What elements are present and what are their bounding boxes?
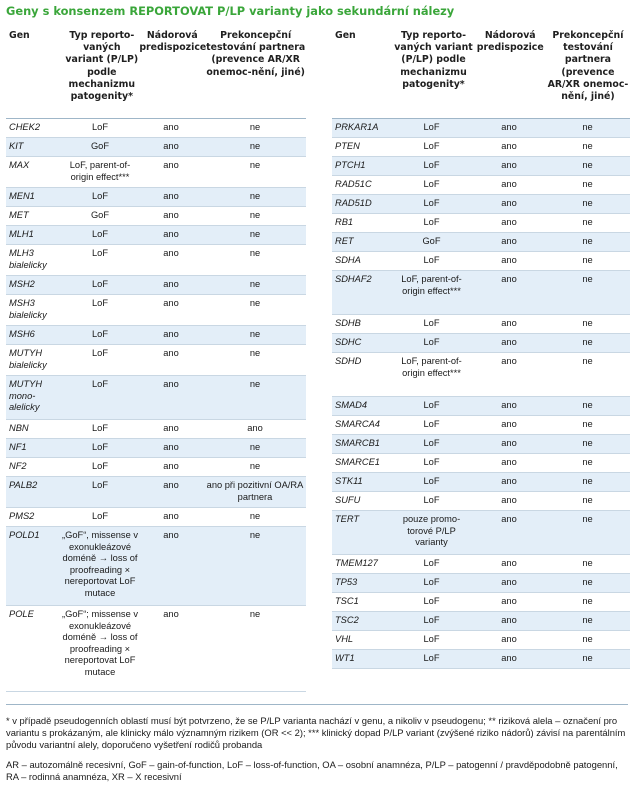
- tumor-cell: ano: [163, 511, 179, 521]
- header-variant-type: Typ reporto-vaných variant (P/LP) podle mechanizmu patogenity*: [394, 30, 473, 90]
- preconception-cell: ne: [582, 236, 593, 246]
- table-row: [332, 252, 630, 271]
- preconception-cell: ne: [249, 298, 261, 308]
- table-row: [6, 188, 306, 207]
- tumor-cell: ano: [501, 122, 517, 132]
- preconception-cell: ne: [582, 476, 593, 486]
- tumor-cell: ano: [163, 122, 179, 132]
- table-row: [6, 376, 306, 420]
- preconception-cell: ne: [249, 379, 261, 389]
- table-row: [6, 207, 306, 226]
- variant-type-cell: LoF: [91, 329, 109, 339]
- tumor-cell: ano: [163, 379, 179, 389]
- tumor-cell: ano: [501, 514, 517, 524]
- gene-cell: PRKAR1A: [335, 122, 379, 132]
- variant-type-cell: LoF: [423, 476, 440, 486]
- variant-type-cell: LoF: [423, 495, 440, 505]
- preconception-cell: ne: [582, 514, 593, 524]
- table-row: [6, 420, 306, 439]
- variant-type-cell: GoF: [422, 236, 441, 246]
- preconception-cell: ne: [582, 141, 593, 151]
- table-row: [332, 612, 630, 631]
- preconception-cell: ne: [249, 279, 261, 289]
- gene-cell: PTCH1: [335, 160, 366, 170]
- variant-type-cell: LoF: [91, 298, 109, 308]
- tumor-cell: ano: [163, 279, 179, 289]
- preconception-cell: ne: [249, 141, 261, 151]
- table-row: [6, 527, 306, 606]
- gene-cell: KIT: [9, 141, 24, 151]
- tumor-cell: ano: [501, 255, 517, 265]
- preconception-cell: ne: [249, 609, 261, 619]
- gene-cell: TSC1: [335, 596, 359, 606]
- gene-cell: RB1: [335, 217, 354, 227]
- tumor-cell: ano: [501, 495, 517, 505]
- table-row: [332, 315, 630, 334]
- variant-type-cell: LoF: [91, 229, 109, 239]
- preconception-cell: ne: [582, 457, 593, 467]
- gene-table-left: [6, 30, 306, 692]
- gene-cell: VHL: [335, 634, 354, 644]
- table-row: [332, 593, 630, 612]
- variant-type-cell: LoF: [423, 438, 440, 448]
- tumor-cell: ano: [501, 558, 517, 568]
- table-row: [332, 574, 630, 593]
- variant-type-cell: LoF: [91, 461, 109, 471]
- gene-cell: MUTYH mono-alelicky: [9, 379, 43, 413]
- preconception-cell: ne: [582, 577, 593, 587]
- table-row: [6, 276, 306, 295]
- gene-cell: SMARCB1: [335, 438, 380, 448]
- gene-cell: NF1: [9, 442, 27, 452]
- gene-cell: MSH3 bialelicky: [9, 298, 47, 320]
- table-row: [332, 397, 630, 416]
- gene-cell: TP53: [335, 577, 358, 587]
- gene-cell: TERT: [335, 514, 360, 524]
- variant-type-cell: LoF: [91, 442, 109, 452]
- preconception-cell: ne: [249, 530, 261, 540]
- table-row: [6, 345, 306, 376]
- tumor-cell: ano: [501, 457, 517, 467]
- preconception-cell: ne: [582, 122, 593, 132]
- tumor-cell: ano: [163, 461, 179, 471]
- preconception-cell: ne: [582, 634, 593, 644]
- gene-cell: MUTYH bialelicky: [9, 348, 47, 370]
- variant-type-cell: LoF: [423, 400, 440, 410]
- table-body: [332, 119, 630, 669]
- tumor-cell: ano: [501, 160, 517, 170]
- tumor-cell: ano: [501, 653, 517, 663]
- table-row: [6, 138, 306, 157]
- gene-cell: SDHAF2: [335, 274, 372, 284]
- preconception-cell: ne: [582, 179, 593, 189]
- table-row: [332, 353, 630, 397]
- table-row: [6, 477, 306, 508]
- preconception-cell: ne: [582, 198, 593, 208]
- gene-cell: MLH1: [9, 229, 34, 239]
- table-row: [332, 511, 630, 555]
- gene-cell: PALB2: [9, 480, 38, 490]
- preconception-cell: ne: [249, 348, 261, 358]
- gene-cell: SDHA: [335, 255, 361, 265]
- tumor-cell: ano: [501, 337, 517, 347]
- variant-type-cell: „GoF“, missense v exonukleázové doméně → loss of proofreading × nereportovat LoF mutace: [62, 530, 138, 598]
- tumor-cell: ano: [501, 400, 517, 410]
- variant-type-cell: LoF: [91, 191, 109, 201]
- tumor-cell: ano: [501, 179, 517, 189]
- table-row: [332, 473, 630, 492]
- gene-cell: SDHC: [335, 337, 362, 347]
- gene-cell: CHEK2: [9, 122, 41, 132]
- preconception-cell: ne: [582, 653, 593, 663]
- tumor-cell: ano: [163, 210, 179, 220]
- variant-type-cell: LoF: [423, 634, 440, 644]
- header-tumor-predisposition: Nádorová predispozice: [139, 30, 207, 54]
- table-row: [6, 119, 306, 138]
- header-tumor-predisposition: Nádorová predispozice: [476, 30, 544, 54]
- header-gene: Gen: [335, 30, 356, 41]
- variant-type-cell: LoF, parent-of-origin effect***: [69, 160, 131, 182]
- variant-type-cell: LoF: [91, 480, 109, 490]
- preconception-cell: ne: [582, 596, 593, 606]
- table-row: [6, 606, 306, 692]
- table-row: [6, 439, 306, 458]
- preconception-cell: ne: [249, 248, 261, 258]
- gene-cell: NBN: [9, 423, 29, 433]
- tumor-cell: ano: [501, 577, 517, 587]
- gene-cell: MET: [9, 210, 29, 220]
- variant-type-cell: „GoF“; missense v exonukleázové doméně → loss of proofreading × nereportovat LoF mutace: [62, 609, 138, 677]
- gene-cell: POLD1: [9, 530, 40, 540]
- tumor-cell: ano: [163, 609, 179, 619]
- variant-type-cell: LoF: [423, 615, 440, 625]
- table-body: [6, 119, 306, 692]
- preconception-cell: ne: [582, 419, 593, 429]
- preconception-cell: ne: [582, 217, 593, 227]
- table-row: [6, 157, 306, 188]
- table-row: [332, 631, 630, 650]
- table-row: [332, 138, 630, 157]
- table-row: [332, 650, 630, 669]
- preconception-cell: ne: [249, 191, 261, 201]
- preconception-cell: ne: [249, 511, 261, 521]
- table-header: [332, 30, 630, 119]
- table-row: [6, 458, 306, 477]
- table-row: [6, 226, 306, 245]
- tumor-cell: ano: [163, 348, 179, 358]
- tumor-cell: ano: [501, 217, 517, 227]
- tumor-cell: ano: [501, 615, 517, 625]
- preconception-cell: ne: [582, 160, 593, 170]
- gene-cell: PTEN: [335, 141, 360, 151]
- footnote: * v případě pseudogenních oblastí musí být potvrzeno, že se P/LP varianta nachází v genu, a nikoliv v pseudogenu; ** riziková alela – označení pro variantu s prokázaným, ale klinicky málo významným rizikem (OR << 2); *** klinický dopad P/LP variant (zvýšené riziko nádorů) závisí na parentálním původu variantní alely, doporučeno vyšetření rodičů probanda: [6, 715, 626, 750]
- tumor-cell: ano: [501, 318, 517, 328]
- abbreviations: AR – autozomálně recesivní, GoF – gain-of-function, LoF – loss-of-function, OA – osobní anamnéza, P/LP – patogenní / pravděpodobně patogenní, RA – rodinná anamnéza, XR – X recesivní: [6, 759, 618, 782]
- tumor-cell: ano: [501, 141, 517, 151]
- table-row: [332, 435, 630, 454]
- preconception-cell: ne: [249, 461, 261, 471]
- variant-type-cell: LoF: [423, 318, 440, 328]
- tumor-cell: ano: [163, 442, 179, 452]
- gene-cell: STK11: [335, 476, 363, 486]
- preconception-cell: ne: [249, 122, 261, 132]
- table-row: [332, 334, 630, 353]
- table-row: [332, 176, 630, 195]
- variant-type-cell: LoF: [91, 379, 109, 389]
- table-row: [6, 326, 306, 345]
- table-row: [332, 555, 630, 574]
- table-row: [332, 271, 630, 315]
- tumor-cell: ano: [501, 596, 517, 606]
- preconception-cell: ne: [249, 229, 261, 239]
- header-gene: Gen: [9, 30, 30, 41]
- tumor-cell: ano: [163, 229, 179, 239]
- gene-cell: RAD51C: [335, 179, 372, 189]
- gene-cell: SDHB: [335, 318, 361, 328]
- variant-type-cell: LoF: [91, 423, 109, 433]
- preconception-cell: ne: [582, 356, 593, 366]
- gene-table-right: [332, 30, 630, 669]
- preconception-cell: ne: [249, 329, 261, 339]
- table-header: [6, 30, 306, 119]
- tumor-cell: ano: [163, 191, 179, 201]
- tumor-cell: ano: [501, 476, 517, 486]
- table-row: [6, 245, 306, 276]
- gene-cell: SMAD4: [335, 400, 368, 410]
- preconception-cell: ano při pozitivní OA/RA partnera: [206, 480, 304, 502]
- table-row: [332, 492, 630, 511]
- gene-cell: MLH3 bialelicky: [9, 248, 47, 270]
- variant-type-cell: LoF: [91, 511, 109, 521]
- variant-type-cell: LoF: [423, 558, 440, 568]
- tumor-cell: ano: [501, 198, 517, 208]
- gene-cell: WT1: [335, 653, 355, 663]
- gene-cell: NF2: [9, 461, 27, 471]
- table-row: [6, 508, 306, 527]
- preconception-cell: ne: [249, 210, 261, 220]
- preconception-cell: ano: [247, 423, 263, 433]
- table-row: [332, 195, 630, 214]
- tumor-cell: ano: [501, 634, 517, 644]
- tumor-cell: ano: [163, 248, 179, 258]
- gene-cell: MSH2: [9, 279, 35, 289]
- header-preconception-testing: Prekoncepční testování partnera (prevence AR/XR onemoc-nění, jiné): [206, 30, 306, 78]
- variant-type-cell: LoF: [423, 577, 440, 587]
- variant-type-cell: LoF: [423, 337, 440, 347]
- tumor-cell: ano: [163, 480, 179, 490]
- table-row: [332, 454, 630, 473]
- preconception-cell: ne: [582, 615, 593, 625]
- preconception-cell: ne: [582, 495, 593, 505]
- gene-cell: TMEM127: [335, 558, 378, 568]
- tumor-cell: ano: [501, 236, 517, 246]
- gene-cell: TSC2: [335, 615, 359, 625]
- gene-cell: RAD51D: [335, 198, 372, 208]
- variant-type-cell: LoF: [423, 596, 440, 606]
- preconception-cell: ne: [582, 558, 593, 568]
- tumor-cell: ano: [163, 423, 179, 433]
- tumor-cell: ano: [501, 356, 517, 366]
- header-variant-type: Typ reporto-vaných variant (P/LP) podle mechanizmu patogenity*: [65, 30, 139, 103]
- gene-cell: SMARCA4: [335, 419, 380, 429]
- table-row: [6, 295, 306, 326]
- table-row: [332, 119, 630, 138]
- gene-cell: MAX: [9, 160, 30, 170]
- variant-type-cell: LoF: [423, 419, 440, 429]
- variant-type-cell: LoF: [423, 653, 440, 663]
- variant-type-cell: LoF, parent-of-origin effect***: [401, 356, 462, 378]
- variant-type-cell: LoF: [423, 160, 440, 170]
- table-row: [332, 416, 630, 435]
- variant-type-cell: LoF: [423, 198, 440, 208]
- preconception-cell: ne: [582, 400, 593, 410]
- tumor-cell: ano: [163, 160, 179, 170]
- tumor-cell: ano: [501, 438, 517, 448]
- variant-type-cell: LoF: [423, 457, 440, 467]
- preconception-cell: ne: [582, 274, 593, 284]
- preconception-cell: ne: [582, 438, 593, 448]
- table-row: [332, 214, 630, 233]
- variant-type-cell: LoF: [423, 217, 440, 227]
- tumor-cell: ano: [163, 329, 179, 339]
- gene-cell: MEN1: [9, 191, 35, 201]
- preconception-cell: ne: [582, 337, 593, 347]
- variant-type-cell: pouze promo-torové P/LP varianty: [402, 514, 461, 548]
- tumor-cell: ano: [163, 298, 179, 308]
- gene-cell: POLE: [9, 609, 34, 619]
- gene-cell: PMS2: [9, 511, 35, 521]
- gene-cell: SMARCE1: [335, 457, 380, 467]
- table-row: [332, 233, 630, 252]
- gene-cell: RET: [335, 236, 354, 246]
- gene-cell: SDHD: [335, 356, 362, 366]
- variant-type-cell: GoF: [90, 210, 110, 220]
- preconception-cell: ne: [582, 255, 593, 265]
- variant-type-cell: LoF, parent-of-origin effect***: [401, 274, 462, 296]
- gene-cell: MSH6: [9, 329, 35, 339]
- tumor-cell: ano: [163, 530, 179, 540]
- table-title: Geny s konsenzem REPORTOVAT P/LP varianty jako sekundární nálezy: [6, 4, 455, 18]
- gene-cell: SUFU: [335, 495, 361, 505]
- variant-type-cell: LoF: [91, 348, 109, 358]
- variant-type-cell: LoF: [423, 179, 440, 189]
- preconception-cell: ne: [249, 160, 261, 170]
- variant-type-cell: LoF: [423, 141, 440, 151]
- variant-type-cell: LoF: [91, 248, 109, 258]
- header-preconception-testing: Prekoncepční testování partnera (prevence AR/XR onemoc-nění, jiné): [547, 30, 629, 103]
- tumor-cell: ano: [501, 419, 517, 429]
- variant-type-cell: LoF: [91, 279, 109, 289]
- variant-type-cell: LoF: [423, 122, 440, 132]
- tumor-cell: ano: [163, 141, 179, 151]
- tumor-cell: ano: [501, 274, 517, 284]
- variant-type-cell: GoF: [90, 141, 110, 151]
- table-row: [332, 157, 630, 176]
- variant-type-cell: LoF: [423, 255, 440, 265]
- variant-type-cell: LoF: [91, 122, 109, 132]
- preconception-cell: ne: [582, 318, 593, 328]
- preconception-cell: ne: [249, 442, 261, 452]
- table-notes: [6, 704, 628, 791]
